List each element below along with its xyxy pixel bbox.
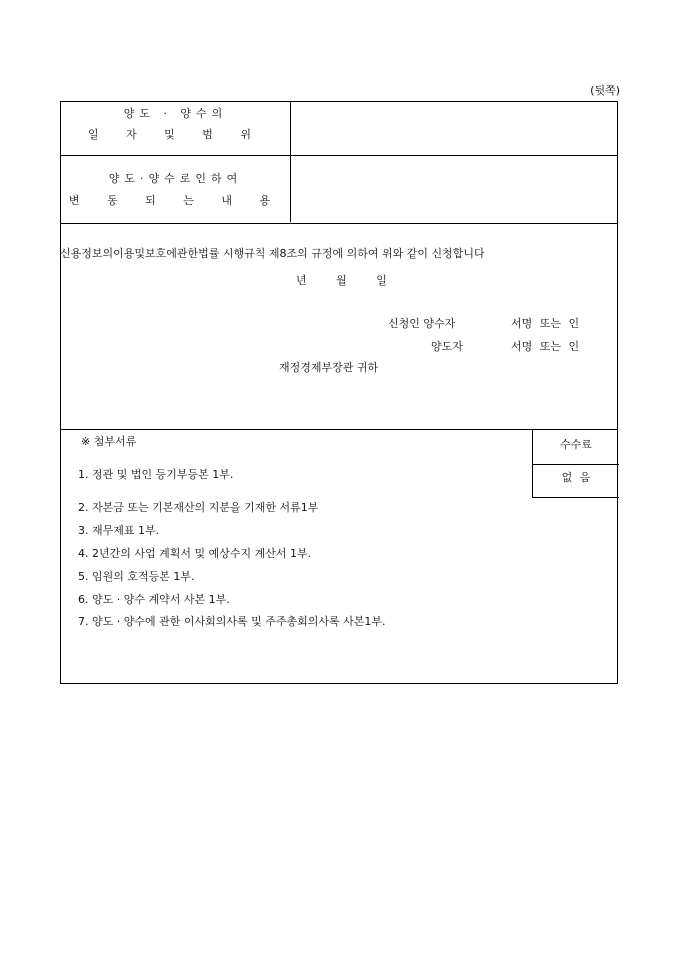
transfer-changes-label-line2: 변 동 되 는 내 용: [68, 194, 283, 207]
fee-label: 수수료: [560, 438, 592, 451]
attachment-item: 7. 양도 · 양수에 관한 이사회의사록 및 주주총회의사록 사본1부.: [78, 615, 386, 628]
attachment-item: 6. 양도 · 양수 계약서 사본 1부.: [78, 593, 230, 606]
label-column-divider: [290, 102, 291, 222]
transfer-date-scope-row: [61, 102, 617, 156]
transfer-date-label-line2: 일 자 및 범 위: [87, 128, 264, 141]
fee-divider: [533, 464, 619, 465]
declaration-text: 신용정보의이용및보호에관한법률 시행규칙 제8조의 규정에 의하여 위와 같이 신청합니다: [60, 247, 485, 260]
attachment-item: 3. 재무제표 1부.: [78, 524, 160, 537]
transfer-changes-row: [61, 155, 617, 224]
back-side-label: (뒷쪽): [590, 84, 620, 97]
application-date: 년 월 일: [296, 274, 387, 287]
transferee-sign-label: 서명 또는 인: [511, 317, 580, 330]
application-form: [60, 101, 618, 684]
transfer-changes-label-line1: 양도·양수로인하여: [108, 172, 243, 185]
transferor-label: 양도자: [431, 340, 463, 353]
attachment-item: 1. 정관 및 법인 등기부등본 1부.: [78, 468, 234, 481]
attachments-title: ※ 첨부서류: [81, 435, 137, 448]
attachment-item: 5. 임원의 호적등본 1부.: [78, 570, 195, 583]
attachment-item: 4. 2년간의 사업 계획서 및 예상수지 계산서 1부.: [78, 547, 312, 560]
transferor-sign-label: 서명 또는 인: [511, 340, 580, 353]
transfer-date-label-line1: 양도 · 양수의: [123, 107, 228, 120]
applicant-transferee-label: 신청인 양수자: [388, 317, 456, 330]
addressee: 재정경제부장관 귀하: [279, 361, 379, 374]
attachment-item: 2. 자본금 또는 기본재산의 지분을 기재한 서류1부: [78, 501, 319, 514]
fee-box: [532, 429, 619, 498]
fee-value: 없 음: [561, 471, 591, 484]
